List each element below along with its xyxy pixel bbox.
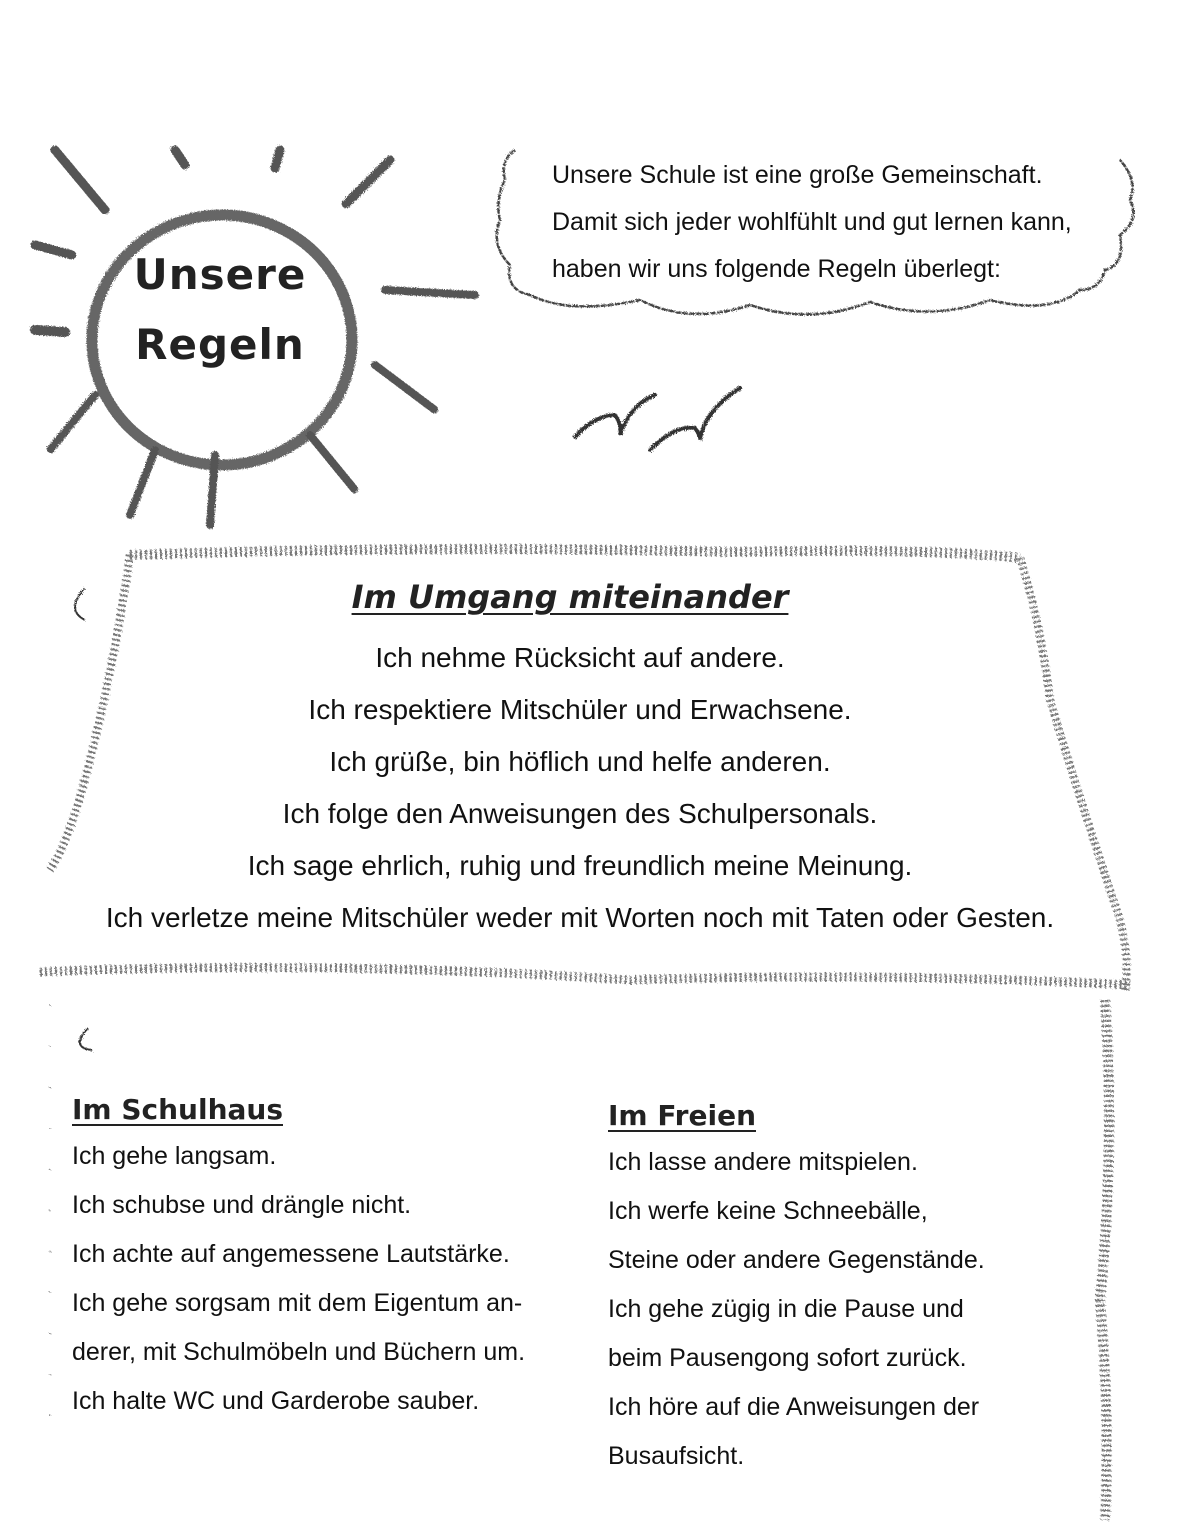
intro-text (552, 152, 1072, 293)
rule-item: derer, mit Schulmöbeln und Büchern um. (72, 1338, 526, 1366)
sun-title-line2: Regeln (135, 320, 305, 369)
rule-item: Ich grüße, bin höflich und helfe anderen. (329, 746, 831, 777)
heading-freien: Im Freien (608, 1099, 756, 1132)
rules-umgang (20, 632, 1140, 944)
rule-item: beim Pausengong sofort zurück. (608, 1344, 967, 1372)
rule-item: Ich gehe langsam. (72, 1142, 277, 1170)
rule-item: Ich gehe zügig in die Pause und (608, 1295, 964, 1323)
rule-item: Ich höre auf die Anweisungen der (608, 1393, 980, 1421)
rule-item: Ich werfe keine Schneebälle, (608, 1197, 928, 1225)
intro-line: haben wir uns folgende Regeln überlegt: (552, 255, 1001, 283)
heading-schulhaus: Im Schulhaus (72, 1093, 283, 1126)
sun-title-line1: Unsere (133, 250, 307, 299)
birds-icon (560, 370, 760, 470)
rule-item: Busaufsicht. (608, 1442, 745, 1470)
intro-line: Unsere Schule ist eine große Gemeinschaft. (552, 161, 1043, 189)
section-schulhaus (72, 1090, 525, 1426)
rule-item: Ich lasse andere mitspielen. (608, 1148, 918, 1176)
rule-item: Steine oder andere Gegenstände. (608, 1246, 985, 1274)
heading-umgang: Im Umgang miteinander (351, 578, 789, 616)
section-freien (608, 1096, 985, 1481)
rule-item: Ich sage ehrlich, ruhig und freundlich meine Meinung. (247, 850, 913, 881)
rule-item: Ich folge den Anweisungen des Schulpersonals. (282, 798, 878, 829)
rule-item: Ich verletze meine Mitschüler weder mit Worten noch mit Taten oder Gesten. (105, 902, 1055, 933)
sun-title (100, 240, 340, 380)
rule-item: Ich respektiere Mitschüler und Erwachsene. (308, 694, 852, 725)
crescent-icon (80, 1028, 92, 1050)
rule-item: Ich nehme Rücksicht auf andere. (375, 642, 785, 673)
rule-item: Ich halte WC und Garderobe sauber. (72, 1387, 480, 1415)
rule-item: Ich achte auf angemessene Lautstärke. (72, 1240, 510, 1268)
intro-line: Damit sich jeder wohlfühlt und gut lernen kann, (552, 208, 1072, 236)
rule-item: Ich gehe sorgsam mit dem Eigentum an- (72, 1289, 523, 1317)
rule-item: Ich schubse und drängle nicht. (72, 1191, 412, 1219)
